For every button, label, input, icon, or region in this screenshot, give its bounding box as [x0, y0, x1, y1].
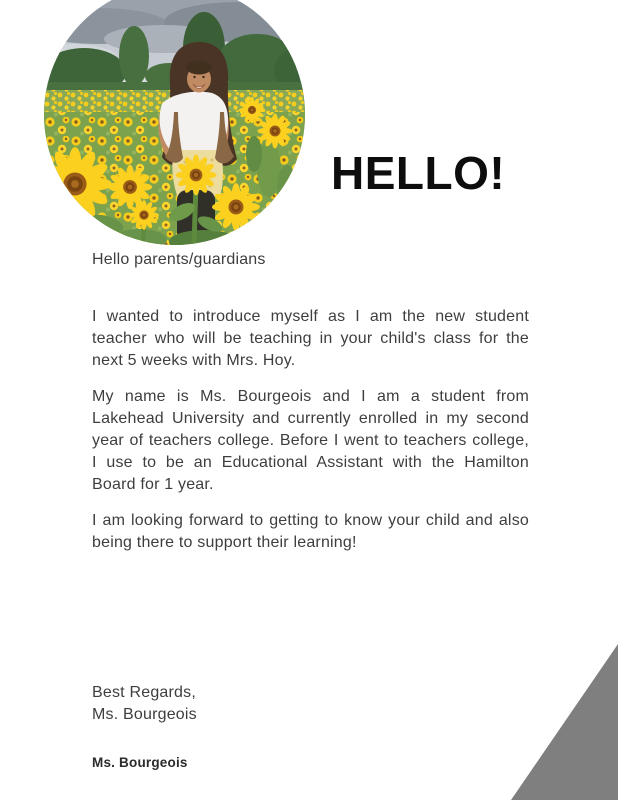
profile-photo: [44, 0, 305, 245]
paragraph-intro: I wanted to introduce myself as I am the new student teacher who will be teaching in your child's class for the next 5 weeks with Mrs. Hoy.: [92, 308, 529, 369]
salutation: Hello parents/guardians: [92, 251, 266, 268]
closing-block: [92, 682, 197, 726]
corner-triangle: [511, 644, 618, 800]
footer-signature: Ms. Bourgeois: [92, 755, 188, 770]
closing-line-2: Ms. Bourgeois: [92, 706, 197, 723]
hello-heading: HELLO!: [331, 147, 506, 199]
paragraph-looking-forward: I am looking forward to getting to know your child and also being there to support their learning!: [92, 512, 529, 551]
closing-line-1: Best Regards,: [92, 684, 196, 701]
paragraph-background: My name is Ms. Bourgeois and I am a student from Lakehead University and currently enrolled in my second year of teachers college. Before I went to teachers college, I use to be an Educational Assistant with the Hamilton Board for 1 year.: [92, 388, 529, 493]
letter-body: [92, 306, 529, 568]
sunflower-field-photo-illustration: [44, 0, 305, 245]
